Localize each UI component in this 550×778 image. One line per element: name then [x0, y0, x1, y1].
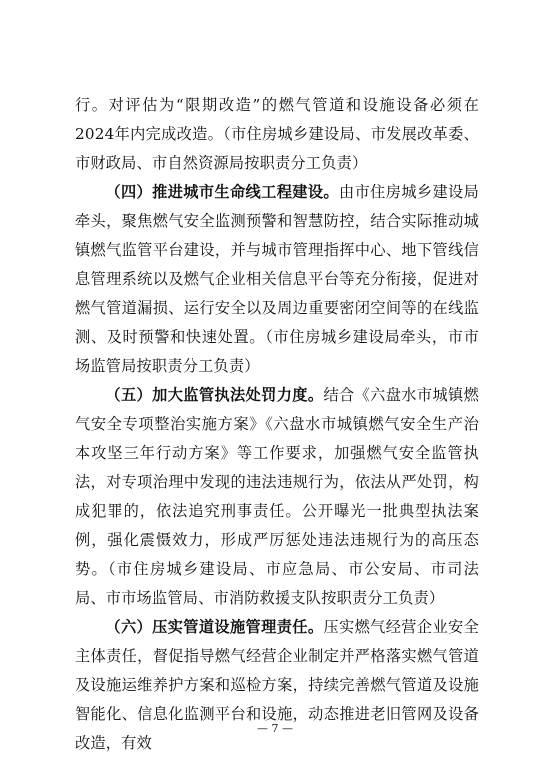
paragraph-4-lead: （六）压实管道设施管理责任。 — [105, 618, 324, 636]
paragraph-2-lead: （四）推进城市生命线工程建设。 — [105, 183, 340, 201]
paragraph-3 — [75, 381, 479, 613]
paragraph-3-text: 结合《六盘水市城镇燃气安全专项整治实施方案》《六盘水市城镇燃气安全生产治本攻坚三年行动方案》等工作要求，加强燃气安全监管执法，对专项治理中发现的违法违规行为，依法从严处罚，构成犯罪的，依法追究刑事责任。公开曝光一批典型执法案例，强化震慑效力，形成严厉惩处违法违规行为的高压态势。（市住房城乡建设局、市应急局、市公安局、市司法局、市市场监管局、市消防救援支队按职责分工负责） — [75, 386, 479, 607]
paragraph-2-text: 由市住房城乡建设局牵头，聚焦燃气安全监测预警和智慧防控，结合实际推动城镇燃气监管平台建设，并与城市管理指挥中心、地下管线信息管理系统以及燃气企业相关信息平台等充分衔接，促进对燃气管道漏损、运行安全以及周边重要密闭空间等的在线监测、及时预警和快速处置。（市住房城乡建设局牵头，市市场监管局按职责分工负责） — [75, 183, 479, 375]
paragraph-4-text: 压实燃气经营企业安全主体责任，督促指导燃气经营企业制定并严格落实燃气管道及设施运维养护方案和巡检方案，持续完善燃气管道及设施智能化、信息化监测平台和设施，动态推进老旧管网及设备改造，有效 — [75, 618, 479, 752]
paragraph-4 — [75, 613, 479, 758]
paragraph-1 — [75, 91, 479, 178]
page-number: — 7 — — [257, 722, 293, 735]
paragraph-1-text: 行。对评估为“限期改造”的燃气管道和设施设备必须在2024年内完成改造。（市住房城乡建设局、市发展改革委、市财政局、市自然资源局按职责分工负责） — [75, 96, 479, 172]
paragraph-3-lead: （五）加大监管执法处罚力度。 — [105, 386, 324, 404]
body-text — [75, 91, 479, 758]
paragraph-2 — [75, 178, 479, 381]
